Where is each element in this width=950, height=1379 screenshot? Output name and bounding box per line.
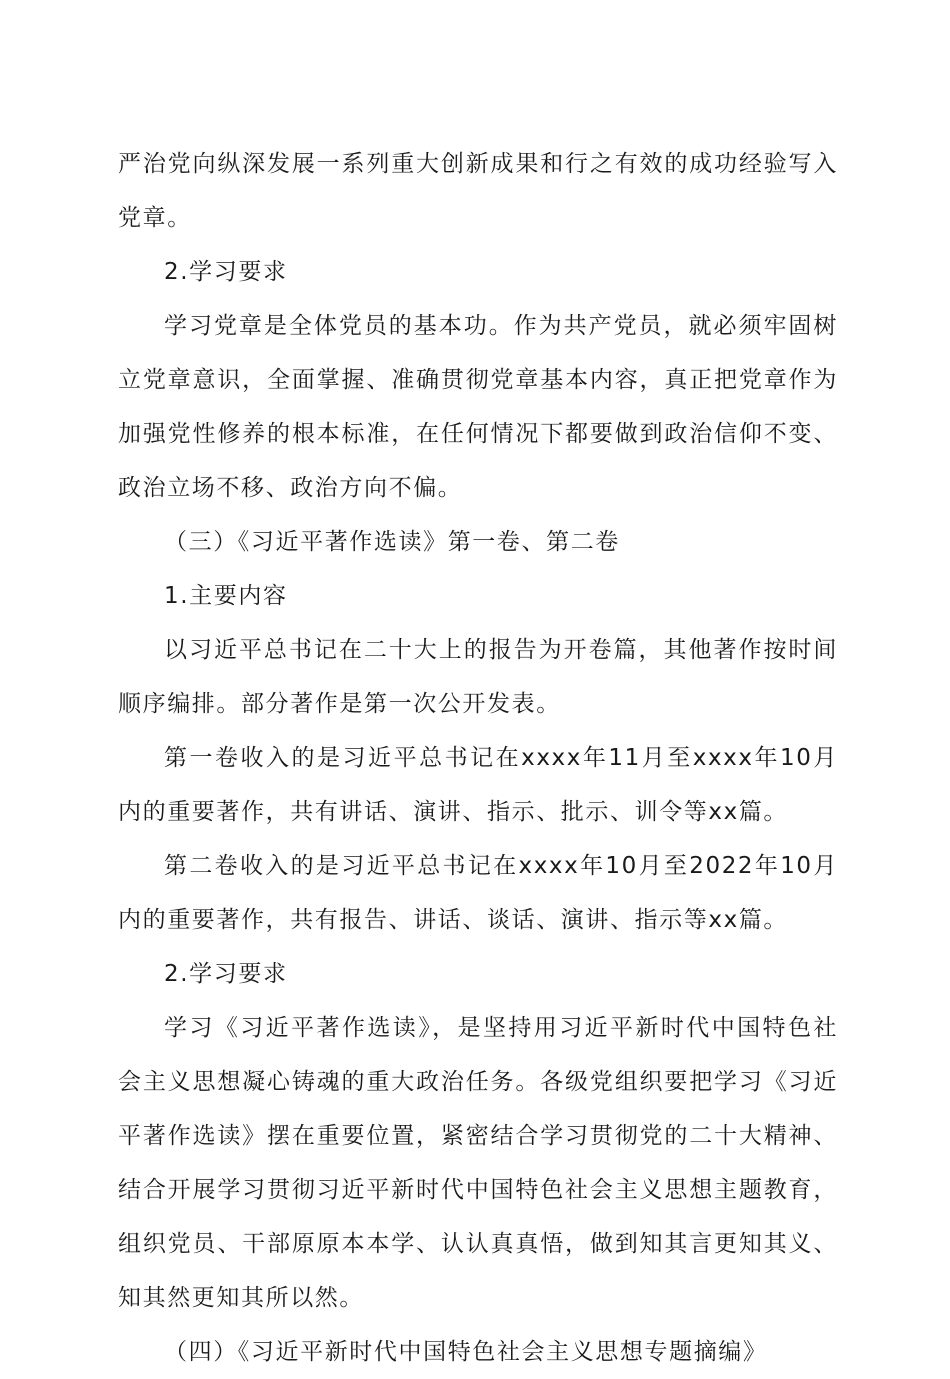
paragraph-volume-one: 第一卷收入的是习近平总书记在xxxx年11月至xxxx年10月内的重要著作，共有讲话、演讲、指示、批示、训令等xx篇。 (118, 745, 838, 825)
subheading-study-requirements-2: 2.学习要求 (164, 961, 288, 987)
paragraph-study-selected-works: 学习《习近平著作选读》，是坚持用习近平新时代中国特色社会主义思想凝心铸魂的重大政治任务。各级党组织要把学习《习近平著作选读》摆在重要位置，紧密结合学习贯彻党的二十大精神、结合开展学习贯彻习近平新时代中国特色社会主义思想主题教育，组织党员、干部原原本本学、认认真真悟，做到知其言更知其义、知其然更知其所以然。 (118, 1015, 838, 1311)
subheading-study-requirements: 2.学习要求 (164, 259, 288, 285)
paragraph-volume-two: 第二卷收入的是习近平总书记在xxxx年10月至2022年10月内的重要著作，共有报告、讲话、谈话、演讲、指示等xx篇。 (118, 853, 838, 933)
subheading-main-content: 1.主要内容 (164, 583, 288, 609)
section-heading-3: （三）《习近平著作选读》第一卷、第二卷 (164, 529, 620, 555)
section-heading-4: （四）《习近平新时代中国特色社会主义思想专题摘编》 (164, 1339, 768, 1365)
paragraph-party-constitution: 学习党章是全体党员的基本功。作为共产党员，就必须牢固树立党章意识，全面掌握、准确贯彻党章基本内容，真正把党章作为加强党性修养的根本标准，在任何情况下都要做到政治信仰不变、政治立场不移、政治方向不偏。 (118, 313, 838, 501)
document-body (118, 137, 838, 1379)
paragraph-continuation: 严治党向纵深发展一系列重大创新成果和行之有效的成功经验写入党章。 (118, 151, 838, 231)
paragraph-opening: 以习近平总书记在二十大上的报告为开卷篇，其他著作按时间顺序编排。部分著作是第一次公开发表。 (118, 637, 838, 717)
